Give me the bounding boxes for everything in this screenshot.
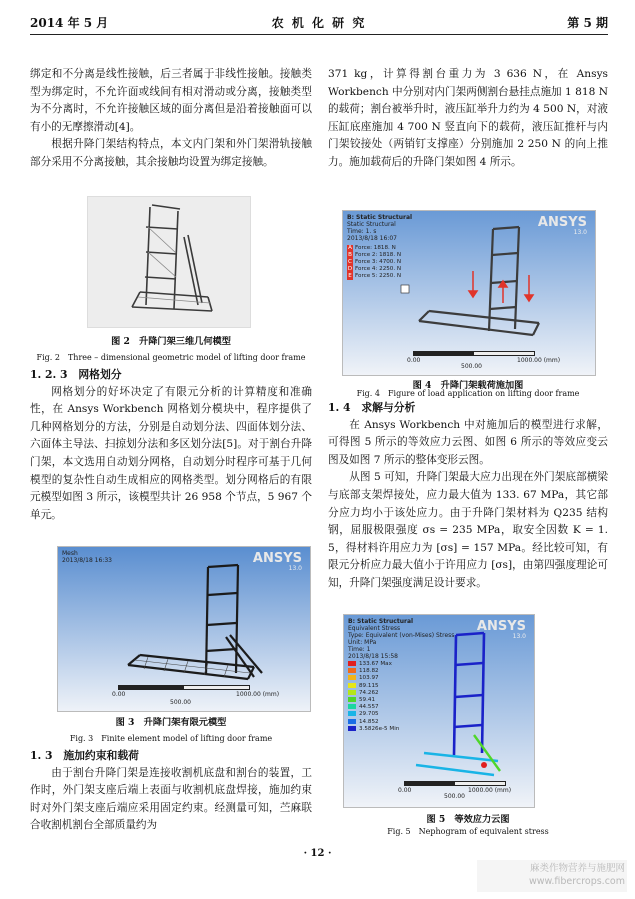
paragraph: 371 kg，计算得割台重力为 3 636 N，在 Ansys Workbench 中分别对内门架两侧割台悬挂点施加 1 818 N 的载荷；割台被举升时，液压缸举升力约为 4 500 N，对液压缸底座施加 4 700 N 竖直向下的载荷，液压缸推杆与内门架铰接处（两销钉支撑座）分别施加 2 250 N 的向上推力。施加载荷后的升降门架如图 4 所示。	[328, 68, 608, 168]
ansys-logo: ANSYS	[537, 215, 587, 230]
load-subtitle: Static Structural	[347, 221, 396, 228]
section-heading: 1. 2. 3 网格划分	[30, 368, 122, 381]
figure-5-caption-cn: 图 5 等效应力云图	[426, 814, 510, 825]
scale-bar	[398, 781, 512, 800]
header-journal: 农 机 化 研 究	[271, 16, 367, 30]
force-label: Force 3: 4700. N	[355, 259, 402, 265]
figure-3-mesh	[57, 546, 311, 712]
header-issue: 第 5 期	[567, 16, 608, 30]
stress-model-drawing	[344, 615, 534, 807]
figure-4-caption-en: Fig. 4 Figure of load application on lifting door frame	[356, 389, 580, 398]
right-col-mid	[328, 399, 608, 593]
force-tag: C	[348, 259, 352, 265]
scale-mid: 500.00	[170, 699, 191, 706]
paragraph: 网格划分的好坏决定了有限元分析的计算精度和准确性，在 Ansys Workbench 网格划分模块中，程序提供了几种网格划分的方法，分别是自动划分法、四面体划分法、六面体主导法、扫掠划分法和多区划分法[5]。对于割台升降门架，本文选用自动划分网格，自动划分时程序可基于几何模型的复杂性自动生成相应的网格类型。划分网格后的有限元模型如图 3 所示，该模型共计 26 958 个节点，5 967 个单元。	[30, 385, 312, 521]
section-heading: 1. 4 求解与分析	[328, 401, 416, 414]
paragraph: 从图 5 可知，升降门架最大应力出现在外门架底部横梁与底部支架焊接处，应力最大值为 133. 67 MPa，其它部分应力均小于该处应力。由于升降门架材料为 Q235 结构钢，屈服极限强度 σs = 235 MPa，取安全因数 K = 1. 5，得材料许用应力为 [σs] = 157 MPa。经比较可知，有限元分析应力最大值小于许用应力 [σs]，由第四强度理论可知，升降门架强度满足设计要求。	[328, 471, 608, 589]
load-title: B: Static Structural	[347, 214, 413, 221]
watermark-line2: www.fibercrops.com	[528, 876, 625, 887]
force-label: Force 5: 2250. N	[355, 273, 402, 279]
scale-start: 0.00	[398, 787, 412, 794]
paragraph: 在 Ansys Workbench 中对施加后的模型进行求解，可得图 5 所示的等效应力云图、如图 6 所示的等效应变云图及如图 7 所示的整体变形云图。	[328, 418, 608, 466]
scale-bar-graphic	[118, 685, 250, 690]
load-time: Time: 1. s	[347, 228, 377, 235]
paragraph: 根据升降门架结构特点，本文内门架和外门架滑轨接触部分采用不分离接触，其余接触均设置为绑定接触。	[30, 138, 312, 168]
stress-value: 133.67 Max	[359, 661, 392, 667]
force-tag: A	[348, 245, 352, 251]
stress-value: 14.852	[359, 718, 379, 725]
watermark-line1: 麻类作物营养与施肥网	[529, 863, 625, 874]
ansys-version: 13.0	[512, 633, 526, 640]
running-header	[30, 10, 608, 32]
scale-mid: 500.00	[461, 363, 482, 370]
ansys-version: 13.0	[573, 229, 587, 236]
left-col-bottom	[30, 747, 312, 835]
figure-3-caption-cn: 图 3 升降门架有限元模型	[115, 717, 227, 728]
scale-end: 1000.00 (mm)	[468, 787, 512, 794]
figure-4-caption-cn: 图 4 升降门架载荷施加图	[412, 380, 524, 391]
header-rule	[30, 34, 608, 35]
scale-start: 0.00	[112, 691, 126, 698]
scale-mid: 500.00	[444, 793, 465, 800]
figure-4-load	[342, 210, 596, 376]
left-col-top	[30, 66, 312, 172]
stress-time: Time: 1	[348, 646, 371, 653]
stress-type: Equivalent Stress	[348, 625, 401, 632]
stress-value: 3.5826e-5 Min	[359, 725, 400, 732]
scale-bar-graphic	[404, 781, 506, 786]
ansys-logo: ANSYS	[476, 619, 526, 634]
paragraph: 由于割台升降门架是连接收割机底盘和割台的装置，工作时，外门架支座后端上表面与收割机底盘焊接，施加约束时对外门架支座后端应采用固定约束。经测量可知，苎麻联合收割机割台全部质量约为	[30, 766, 312, 832]
mesh-title: Mesh	[62, 550, 78, 557]
force-label: Force 2: 1818. N	[355, 252, 402, 258]
watermark	[529, 862, 625, 888]
right-col-top	[328, 66, 608, 172]
stress-value: 59.41	[359, 697, 376, 704]
ansys-version: 13.0	[288, 565, 302, 572]
scale-start: 0.00	[407, 357, 421, 364]
stress-value: 29.705	[359, 711, 379, 718]
paragraph: 绑定和不分离是线性接触，后三者属于非线性接触。接触类型为绑定时，不允许面或线间有相对滑动或分离，接触类型为不分离时，不允许接触区域的面分离但是沿着接触面可以有小的无摩擦滑动[4]。	[30, 68, 312, 133]
force-label: Force: 1818. N	[355, 245, 396, 251]
stress-value: 103.97	[359, 675, 379, 682]
stress-value: 118.82	[359, 668, 379, 675]
scale-end: 1000.00 (mm)	[517, 357, 561, 364]
scale-end: 1000.00 (mm)	[236, 691, 280, 698]
force-tag: E	[348, 273, 352, 279]
stress-value: 89.115	[359, 682, 379, 689]
load-date: 2013/8/18 16:07	[347, 235, 397, 242]
header-date: 2014 年 5 月	[30, 16, 109, 30]
section-heading: 1. 3 施加约束和载荷	[30, 749, 139, 762]
force-tag: D	[347, 266, 353, 272]
page-number: · 12 ·	[303, 848, 332, 859]
figure-3-caption-en: Fig. 3 Finite element model of lifting door frame	[69, 734, 273, 743]
stress-value: 74.262	[359, 689, 379, 696]
figure-2-caption-en: Fig. 2 Three – dimensional geometric model of lifting door frame	[36, 353, 306, 362]
stress-date: 2013/8/18 15:58	[348, 653, 398, 660]
ansys-logo: ANSYS	[252, 551, 302, 566]
geometry-model-drawing	[88, 197, 250, 327]
scale-bar	[112, 685, 280, 706]
figure-5-caption-en: Fig. 5 Nephogram of equivalent stress	[387, 827, 549, 836]
stress-value: 44.557	[359, 704, 379, 711]
stress-unit: Unit: MPa	[348, 639, 377, 646]
scale-bar-graphic	[413, 351, 535, 356]
stress-subtype: Type: Equivalent (von-Mises) Stress	[348, 632, 455, 639]
stress-title: B: Static Structural	[348, 618, 414, 625]
figure-2-geometry	[87, 196, 251, 328]
mesh-date: 2013/8/18 16:33	[62, 557, 112, 564]
force-label: Force 4: 2250. N	[355, 266, 402, 272]
scale-bar	[407, 351, 561, 370]
force-tag: B	[348, 252, 352, 258]
figure-5-stress	[343, 614, 535, 808]
figure-2-caption-cn: 图 2 升降门架三维几何模型	[111, 336, 231, 347]
left-col-mid	[30, 366, 312, 524]
